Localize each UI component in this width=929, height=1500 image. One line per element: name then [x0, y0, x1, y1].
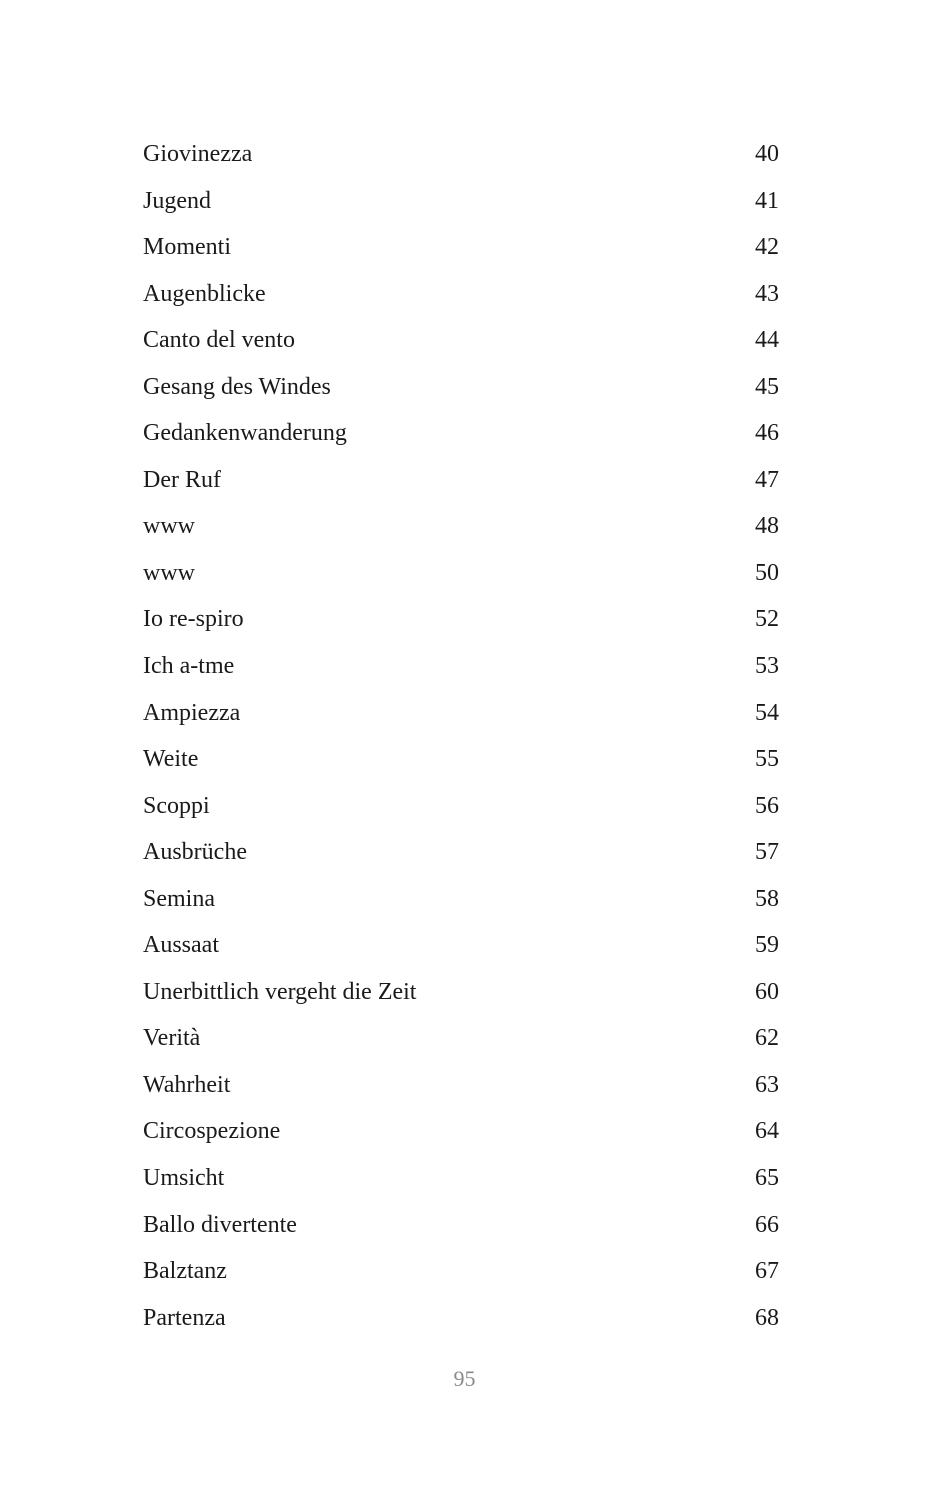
- toc-entry-title: Ballo divertente: [143, 1211, 297, 1238]
- toc-entry-page: 68: [755, 1304, 779, 1331]
- toc-entry-title: Circospezione: [143, 1118, 281, 1145]
- toc-entry: [143, 320, 779, 367]
- toc-entry-title: Verità: [143, 1025, 201, 1052]
- toc-entry-page: 43: [755, 280, 779, 307]
- toc-entry-page: 52: [755, 606, 779, 633]
- toc-entry-page: 41: [755, 187, 779, 214]
- toc-entry-page: 64: [755, 1118, 779, 1145]
- toc-entry: [143, 925, 779, 972]
- toc-entry-page: 55: [755, 746, 779, 773]
- page-number: 95: [453, 1366, 476, 1391]
- toc-entry-page: 58: [755, 885, 779, 912]
- toc-entry: [143, 460, 779, 507]
- toc-entry-page: 62: [755, 1025, 779, 1052]
- toc-entry-title: Weite: [143, 746, 199, 773]
- toc-entry-page: 56: [755, 792, 779, 819]
- toc-entry: [143, 1158, 779, 1205]
- toc-entry-title: www: [143, 513, 195, 540]
- toc-entry: [143, 832, 779, 879]
- toc-entry-title: Ich a-tme: [143, 653, 235, 680]
- toc-entry: [143, 367, 779, 414]
- toc-entry: [143, 553, 779, 600]
- toc-entry-title: Wahrheit: [143, 1071, 231, 1098]
- toc-entry: [143, 693, 779, 740]
- toc-entry: [143, 1065, 779, 1112]
- toc-entry-title: Canto del vento: [143, 327, 295, 354]
- toc-entry-page: 54: [755, 699, 779, 726]
- toc-entry-title: Ampiezza: [143, 699, 241, 726]
- toc-entry: [143, 879, 779, 926]
- toc-entry: [143, 274, 779, 321]
- toc-entry-page: 60: [755, 978, 779, 1005]
- toc-entry-title: Unerbittlich vergeht die Zeit: [143, 978, 417, 1005]
- toc-entry: [143, 972, 779, 1019]
- toc-entry: [143, 646, 779, 693]
- toc-entry-title: Augenblicke: [143, 280, 266, 307]
- toc-entry-page: 65: [755, 1165, 779, 1192]
- toc-entry-title: Umsicht: [143, 1165, 225, 1192]
- toc-entry-title: Aussaat: [143, 932, 219, 959]
- toc-entry-page: 50: [755, 559, 779, 586]
- toc-entry: [143, 227, 779, 274]
- toc-entry-page: 66: [755, 1211, 779, 1238]
- toc-entry: [143, 506, 779, 553]
- toc-entry: [143, 1251, 779, 1298]
- toc-entry-page: 47: [755, 466, 779, 493]
- toc-entry: [143, 1298, 779, 1345]
- toc-entry: [143, 739, 779, 786]
- toc-entry: [143, 181, 779, 228]
- toc-entry-page: 46: [755, 420, 779, 447]
- toc-entry-title: Giovinezza: [143, 141, 253, 167]
- toc-entry-title: Partenza: [143, 1304, 226, 1331]
- toc-entry-title: Jugend: [143, 187, 211, 214]
- toc-entry-title: www: [143, 559, 195, 586]
- toc-entry-page: 63: [755, 1071, 779, 1098]
- toc-entry: [143, 134, 779, 181]
- toc-entry: [143, 1111, 779, 1158]
- toc-entry-title: Io re-spiro: [143, 606, 244, 633]
- toc-entry-title: Momenti: [143, 234, 231, 261]
- toc-entry-title: Gesang des Windes: [143, 373, 331, 400]
- toc-entry: [143, 413, 779, 460]
- toc-entry-title: Gedankenwanderung: [143, 420, 347, 447]
- toc-entry-page: 67: [755, 1258, 779, 1285]
- toc-entry-page: 53: [755, 653, 779, 680]
- toc-entry-page: 42: [755, 234, 779, 261]
- toc-entry-title: Balztanz: [143, 1258, 227, 1285]
- toc-entry-title: Semina: [143, 885, 215, 912]
- toc-entry-title: Ausbrüche: [143, 839, 247, 866]
- toc-entry-title: Der Ruf: [143, 466, 221, 493]
- table-of-contents: [143, 134, 779, 1344]
- toc-entry: [143, 1205, 779, 1252]
- toc-entry: [143, 786, 779, 833]
- toc-entry-page: 44: [755, 327, 779, 354]
- toc-entry: [143, 599, 779, 646]
- toc-entry-page: 40: [755, 141, 779, 167]
- toc-entry-title: Scoppi: [143, 792, 210, 819]
- toc-entry-page: 57: [755, 839, 779, 866]
- toc-entry: [143, 1018, 779, 1065]
- toc-entry-page: 59: [755, 932, 779, 959]
- toc-entry-page: 48: [755, 513, 779, 540]
- toc-entry-page: 45: [755, 373, 779, 400]
